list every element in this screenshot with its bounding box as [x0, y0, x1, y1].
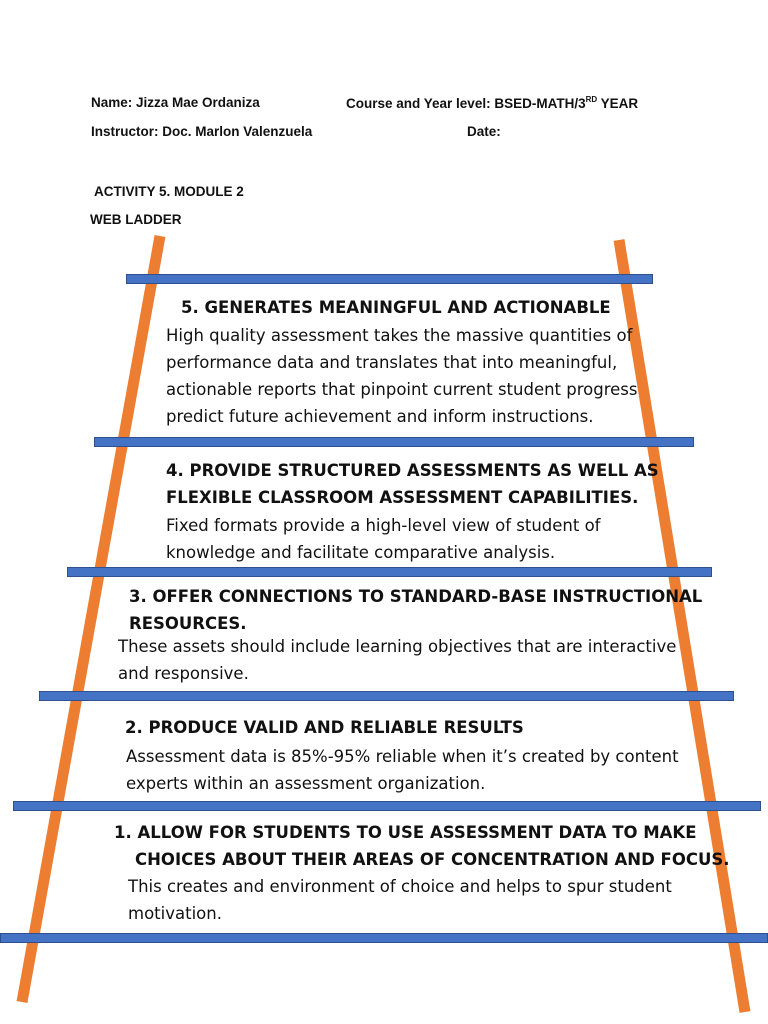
step-5-body-line: actionable reports that pinpoint current student progress: [166, 380, 638, 399]
step-5-body-line: predict future achievement and inform instructions.: [166, 407, 594, 426]
step-3-title: 3. OFFER CONNECTIONS TO STANDARD-BASE INSTRUCTIONAL: [129, 587, 703, 606]
ladder-rung: [39, 691, 734, 701]
name-field: Name: Jizza Mae Ordaniza: [91, 95, 260, 110]
step-2-body-line: Assessment data is 85%-95% reliable when it’s created by content: [126, 747, 679, 766]
step-5-body-line: High quality assessment takes the massive quantities of: [166, 326, 633, 345]
step-3-body-line: and responsive.: [118, 664, 249, 683]
step-3-body-line: These assets should include learning objectives that are interactive: [118, 637, 677, 656]
ladder-rung: [67, 567, 712, 577]
step-2-title: 2. PRODUCE VALID AND RELIABLE RESULTS: [125, 718, 524, 737]
course-label: Course and Year level: BSED-MATH/3: [346, 96, 586, 111]
step-1-title: 1. ALLOW FOR STUDENTS TO USE ASSESSMENT DATA TO MAKE: [114, 823, 697, 842]
step-1-title: CHOICES ABOUT THEIR AREAS OF CONCENTRATION AND FOCUS.: [135, 850, 730, 869]
step-5-body-line: performance data and translates that into meaningful,: [166, 353, 618, 372]
step-3-title: RESOURCES.: [129, 614, 247, 633]
ladder-rung: [94, 437, 694, 447]
step-4-body-line: knowledge and facilitate comparative analysis.: [166, 543, 556, 562]
ladder-rung: [0, 933, 768, 943]
step-4-title: 4. PROVIDE STRUCTURED ASSESSMENTS AS WELL AS: [166, 461, 659, 480]
course-suffix: YEAR: [597, 96, 639, 111]
instructor-field: Instructor: Doc. Marlon Valenzuela: [91, 124, 313, 139]
date-field: Date:: [467, 124, 501, 139]
activity-title: ACTIVITY 5. MODULE 2: [94, 184, 244, 199]
step-4-title: FLEXIBLE CLASSROOM ASSESSMENT CAPABILITIES.: [166, 488, 639, 507]
ladder-subtitle: WEB LADDER: [90, 212, 182, 227]
step-1-body-line: motivation.: [128, 904, 222, 923]
step-4-body-line: Fixed formats provide a high-level view of student of: [166, 516, 601, 535]
step-1-body-line: This creates and environment of choice and helps to spur student: [128, 877, 672, 896]
ladder-rung: [13, 801, 761, 811]
step-5-title: 5. GENERATES MEANINGFUL AND ACTIONABLE: [181, 298, 611, 317]
course-superscript: RD: [585, 95, 598, 104]
step-2-body-line: experts within an assessment organization.: [126, 774, 486, 793]
ladder-rung: [126, 274, 653, 284]
